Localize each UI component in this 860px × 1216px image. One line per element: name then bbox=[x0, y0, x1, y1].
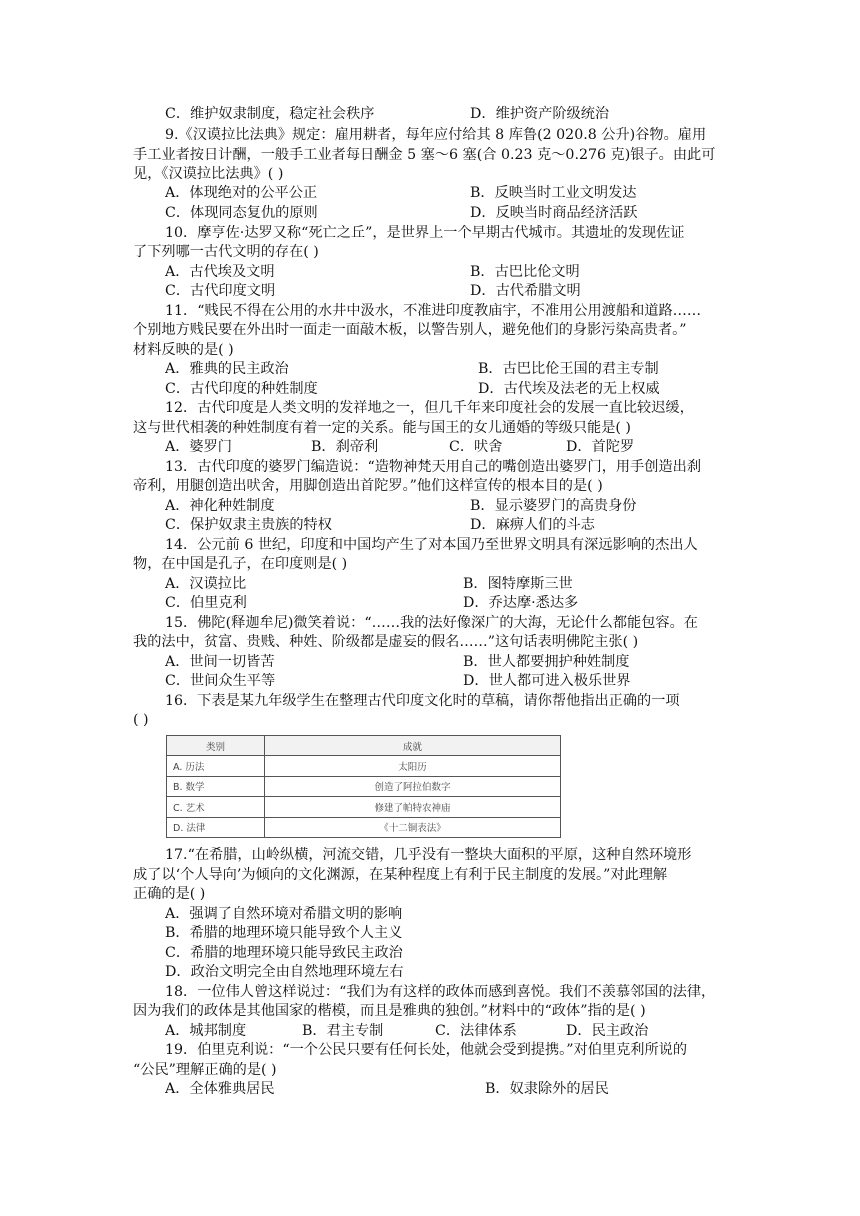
q11-stem-line2: 个别地方贱民要在外出时一面走一面敲木板，以警告别人，避免他们的身影污染高贵者。” bbox=[133, 322, 687, 338]
q17-option-b: B．希腊的地理环境只能导致个人主义 bbox=[165, 925, 403, 941]
q13-stem-line1: 13．古代印度的婆罗门编造说：“造物神梵天用自己的嘴创造出婆罗门，用手创造出刹 bbox=[165, 459, 702, 475]
q13-option-b: B．显示婆罗门的高贵身份 bbox=[470, 498, 637, 514]
table-cell-category: B. 数学 bbox=[167, 776, 265, 796]
q13-stem-line2: 帝利，用腿创造出吠舍，用脚创造出首陀罗。”他们这样宣传的根本目的是( ) bbox=[133, 478, 603, 494]
q14-option-b: B．图特摩斯三世 bbox=[463, 576, 573, 592]
q16-stem-line2: ( ) bbox=[133, 712, 149, 728]
q9-option-c: C．体现同态复仇的原则 bbox=[165, 205, 318, 221]
q10-option-b: B．古巴比伦文明 bbox=[470, 264, 580, 280]
table-cell-category: C. 艺术 bbox=[167, 797, 265, 817]
q17-stem-line3: 正确的是( ) bbox=[133, 886, 206, 902]
q19-option-a: A．全体雅典居民 bbox=[165, 1081, 275, 1097]
table-cell-achievement: 太阳历 bbox=[265, 756, 561, 776]
q15-option-d: D．世人都可进入极乐世界 bbox=[463, 673, 631, 689]
q9-option-b: B．反映当时工业文明发达 bbox=[470, 185, 637, 201]
q18-option-b: B．君主专制 bbox=[302, 1023, 384, 1039]
q12-option-b: B．刹帝利 bbox=[311, 439, 379, 455]
q14-option-d: D．乔达摩·悉达多 bbox=[463, 595, 579, 611]
table-cell-achievement: 《十二铜表法》 bbox=[265, 817, 561, 837]
q9-option-d: D．反映当时商品经济活跃 bbox=[470, 205, 638, 221]
table-cell-category: D. 法律 bbox=[167, 817, 265, 837]
q14-stem-line1: 14．公元前 6 世纪，印度和中国均产生了对本国乃至世界文明具有深远影响的杰出人 bbox=[165, 537, 698, 553]
q9-stem-line3: 见，《汉谟拉比法典》( ) bbox=[133, 166, 284, 182]
q8-option-c: C．维护奴隶制度，稳定社会秩序 bbox=[165, 106, 375, 122]
table-header-row bbox=[167, 736, 561, 756]
q10-stem-line1: 10．摩亨佐·达罗又称“死亡之丘”，是世界上一个早期古代城市。其遗址的发现佐证 bbox=[165, 225, 685, 241]
q12-option-d: D．首陀罗 bbox=[566, 439, 635, 455]
q15-stem-line2: 我的法中，贫富、贵贱、种姓、阶级都是虚妄的假名……”这句话表明佛陀主张( ) bbox=[133, 634, 639, 650]
q17-option-c: C．希腊的地理环境只能导致民主政治 bbox=[165, 945, 403, 961]
q15-option-b: B．世人都要拥护种姓制度 bbox=[463, 654, 630, 670]
q19-stem-line1: 19．伯里克利说：“一个公民只要有任何长处，他就会受到提携。”对伯里克利所说的 bbox=[165, 1042, 688, 1058]
q12-option-a: A．婆罗门 bbox=[165, 439, 232, 455]
q18-option-c: C．法律体系 bbox=[435, 1023, 517, 1039]
q9-stem-line2: 手工业者按日计酬，一般手工业者每日酬金 5 塞～6 塞(合 0.23 克～0.276 克)银子。由此可 bbox=[133, 147, 716, 163]
q19-option-b: B．奴隶除外的居民 bbox=[485, 1081, 609, 1097]
table-header-achievement: 成就 bbox=[265, 736, 561, 756]
q11-option-a: A．雅典的民主政治 bbox=[165, 361, 289, 377]
q11-stem-line3: 材料反映的是( ) bbox=[133, 342, 234, 358]
q11-option-d: D．古代埃及法老的无上权威 bbox=[478, 381, 660, 397]
q10-option-a: A．古代埃及文明 bbox=[165, 264, 275, 280]
q10-option-c: C．古代印度文明 bbox=[165, 283, 276, 299]
q14-option-a: A．汉谟拉比 bbox=[165, 576, 247, 592]
culture-draft-table bbox=[166, 735, 561, 838]
table-row bbox=[167, 776, 561, 796]
q16-stem-line1: 16．下表是某九年级学生在整理古代印度文化时的草稿，请你帮他指出正确的一项 bbox=[165, 693, 680, 709]
q18-option-a: A．城邦制度 bbox=[165, 1023, 247, 1039]
table-row bbox=[167, 797, 561, 817]
q15-option-a: A．世间一切皆苦 bbox=[165, 654, 275, 670]
q15-option-c: C．世间众生平等 bbox=[165, 673, 276, 689]
q18-option-d: D．民主政治 bbox=[566, 1023, 649, 1039]
q19-stem-line2: “公民”理解正确的是( ) bbox=[133, 1062, 277, 1078]
table-header-category: 类别 bbox=[167, 736, 265, 756]
q17-stem-line1: 17.“在希腊，山岭纵横，河流交错，几乎没有一整块大面积的平原，这种自然环境形 bbox=[165, 847, 692, 863]
table-cell-category: A. 历法 bbox=[167, 756, 265, 776]
q11-option-b: B．古巴比伦王国的君主专制 bbox=[478, 361, 659, 377]
table-cell-achievement: 修建了帕特农神庙 bbox=[265, 797, 561, 817]
q11-stem-line1: 11．“贱民不得在公用的水井中汲水，不准进印度教庙宇，不准用公用渡船和道路…… bbox=[165, 303, 702, 319]
q17-option-d: D．政治文明完全由自然地理环境左右 bbox=[165, 964, 404, 980]
table-cell-achievement: 创造了阿拉伯数字 bbox=[265, 776, 561, 796]
q11-option-c: C．古代印度的种姓制度 bbox=[165, 381, 318, 397]
q15-stem-line1: 15．佛陀(释迦牟尼)微笑着说：“……我的法好像深广的大海，无论什么都能包容。在 bbox=[165, 615, 698, 631]
q10-option-d: D．古代希腊文明 bbox=[470, 283, 581, 299]
q12-option-c: C．吠舍 bbox=[449, 439, 503, 455]
q18-stem-line1: 18．一位伟人曾这样说过：“我们为有这样的政体而感到喜悦。我们不羡慕邻国的法律， bbox=[165, 984, 716, 1000]
table-row bbox=[167, 817, 561, 837]
q13-option-c: C．保护奴隶主贵族的特权 bbox=[165, 517, 332, 533]
q8-option-d: D．维护资产阶级统治 bbox=[470, 106, 610, 122]
q9-stem-line1: 9.《汉谟拉比法典》规定：雇用耕者，每年应付给其 8 库鲁(2 020.8 公升)谷物。雇用 bbox=[165, 127, 707, 143]
q14-option-c: C．伯里克利 bbox=[165, 595, 247, 611]
q13-option-d: D．麻痹人们的斗志 bbox=[470, 517, 595, 533]
table-row bbox=[167, 756, 561, 776]
q17-stem-line2: 成了以‘个人导向’为倾向的文化渊源，在某种程度上有利于民主制度的发展。”对此理解 bbox=[133, 867, 668, 883]
q12-stem-line1: 12．古代印度是人类文明的发祥地之一，但几千年来印度社会的发展一直比较迟缓， bbox=[165, 400, 694, 416]
q13-option-a: A．神化种姓制度 bbox=[165, 498, 275, 514]
q14-stem-line2: 物，在中国是孔子，在印度则是( ) bbox=[133, 556, 348, 572]
q12-stem-line2: 这与世代相袭的种姓制度有着一定的关系。能与国王的女儿通婚的等级只能是( ) bbox=[133, 420, 631, 436]
q9-option-a: A．体现绝对的公平公正 bbox=[165, 185, 318, 201]
q18-stem-line2: 因为我们的政体是其他国家的楷模，而且是雅典的独创。”材料中的“政体”指的是( ) bbox=[133, 1003, 646, 1019]
q10-stem-line2: 了下列哪一古代文明的存在( ) bbox=[133, 244, 319, 260]
q17-option-a: A．强调了自然环境对希腊文明的影响 bbox=[165, 906, 403, 922]
